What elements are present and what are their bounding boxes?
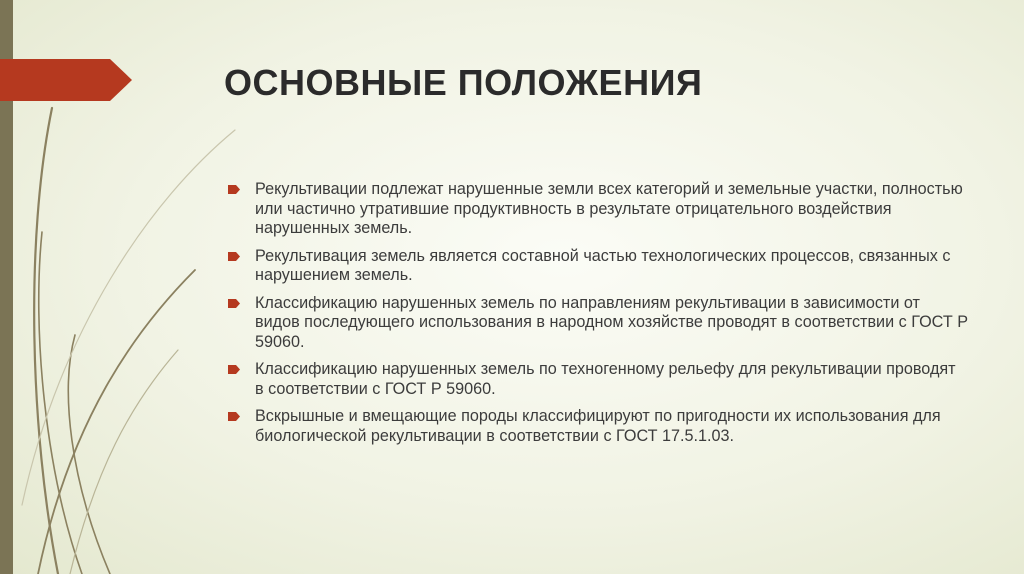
bullet-item <box>228 247 968 286</box>
bullet-text: Рекультивации подлежат нарушенные земли всех категорий и земельные участки, полностью или частично утратившие продуктивность в результате отрицательного воздействия нарушенных земель. <box>255 180 963 237</box>
bullet-item <box>228 360 968 399</box>
title-accent-arrow <box>0 59 132 101</box>
bullet-item <box>228 180 968 239</box>
bullet-item <box>228 294 968 353</box>
slide-title: ОСНОВНЫЕ ПОЛОЖЕНИЯ <box>224 62 703 103</box>
arrow-bullet-icon <box>228 412 240 421</box>
arrow-bullet-icon <box>228 185 240 194</box>
arrow-bullet-icon <box>228 252 240 261</box>
arrow-bullet-icon <box>228 299 240 308</box>
bullet-text: Рекультивация земель является составной частью технологических процессов, связанных с нарушением земель. <box>255 246 951 284</box>
bullet-text: Вскрышные и вмещающие породы классифицируют по пригодности их использования для биологической рекультивации в соответствии с ГОСТ 17.5.1.03. <box>255 407 941 445</box>
bullet-item <box>228 407 968 446</box>
bullet-text: Классификацию нарушенных земель по техногенному рельефу для рекультивации проводят в соответствии с ГОСТ Р 59060. <box>255 360 956 398</box>
bullet-text: Классификацию нарушенных земель по направлениям рекультивации в зависимости от видов последующего использования в народном хозяйстве проводят в соответствии с ГОСТ Р 59060. <box>255 293 969 351</box>
arrow-bullet-icon <box>228 365 240 374</box>
bullet-list <box>228 180 968 454</box>
